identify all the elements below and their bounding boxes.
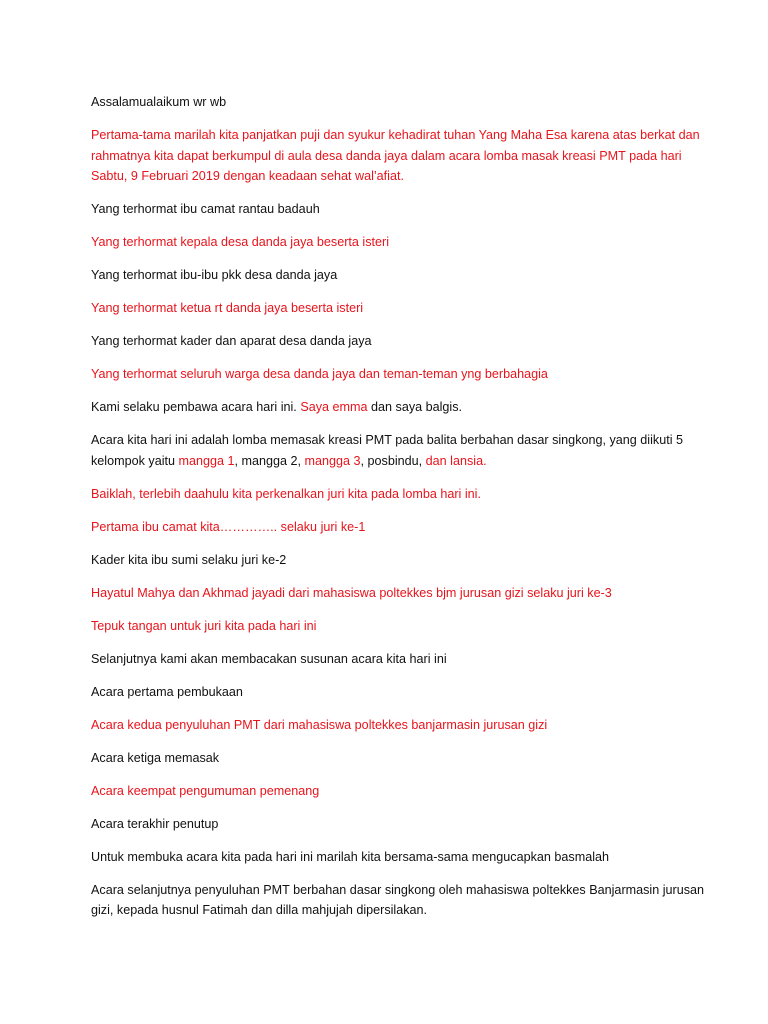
red-text-segment: Hayatul Mahya dan Akhmad jayadi dari mahasiswa poltekkes bjm jurusan gizi selaku juri ke-3 xyxy=(91,585,612,600)
paragraph xyxy=(91,583,708,604)
paragraph xyxy=(91,847,708,868)
red-text-segment: Yang terhormat kepala desa danda jaya beserta isteri xyxy=(91,235,390,249)
red-text-segment: mangga 1 xyxy=(178,453,235,468)
text-segment: Yang terhormat ibu-ibu pkk desa danda jaya xyxy=(91,268,338,282)
red-text-segment: Tepuk tangan untuk juri kita pada hari ini xyxy=(91,618,317,633)
text-segment: dan saya balgis. xyxy=(367,400,463,414)
document-body xyxy=(91,92,708,921)
text-segment: Kader kita ibu sumi selaku juri ke-2 xyxy=(91,552,287,567)
text-segment: , posbindu, xyxy=(360,453,426,468)
text-segment: Acara selanjutnya penyuluhan PMT berbahan dasar singkong oleh mahasiswa poltekkes Banjarmasin jurusan gizi, kepada husnul Fatimah dan dilla mahjujah dipersilakan. xyxy=(91,882,705,917)
red-text-segment: Saya emma xyxy=(300,400,368,414)
paragraph xyxy=(91,232,708,253)
red-text-segment: Acara kedua penyuluhan PMT dari mahasiswa poltekkes banjarmasin jurusan gizi xyxy=(91,717,548,732)
red-text-segment: dan lansia. xyxy=(425,453,487,468)
text-segment: Acara pertama pembukaan xyxy=(91,684,243,699)
text-segment: Acara ketiga memasak xyxy=(91,750,220,765)
paragraph xyxy=(91,616,708,637)
paragraph xyxy=(91,364,708,385)
text-segment: Untuk membuka acara kita pada hari ini marilah kita bersama-sama mengucapkan basmalah xyxy=(91,849,609,864)
paragraph xyxy=(91,715,708,736)
paragraph xyxy=(91,92,708,113)
paragraph xyxy=(91,880,708,921)
text-segment: , mangga 2, xyxy=(234,453,305,468)
paragraph xyxy=(91,781,708,802)
red-text-segment: Baiklah, terlebih daahulu kita perkenalkan juri kita pada lomba hari ini. xyxy=(91,486,481,501)
text-segment: Assalamualaikum wr wb xyxy=(91,95,227,109)
paragraph xyxy=(91,517,708,538)
red-text-segment: Yang terhormat ketua rt danda jaya beserta isteri xyxy=(91,301,364,315)
red-text-segment: Acara keempat pengumuman pemenang xyxy=(91,783,320,798)
red-text-segment: mangga 3 xyxy=(304,453,361,468)
text-segment: Yang terhormat ibu camat rantau badauh xyxy=(91,202,320,216)
paragraph xyxy=(91,682,708,703)
red-text-segment: Pertama-tama marilah kita panjatkan puji dan syukur kehadirat tuhan Yang Maha Esa karena atas berkat dan rahmatnya kita dapat berkumpul di aula desa danda jaya dalam acara lomba masak kreasi PMT pada hari Sabtu, 9 Februari 2019 dengan keadaan sehat wal’afiat. xyxy=(91,128,700,183)
paragraph xyxy=(91,484,708,505)
paragraph xyxy=(91,748,708,769)
text-segment: Acara terakhir penutup xyxy=(91,816,219,831)
text-segment: Yang terhormat kader dan aparat desa danda jaya xyxy=(91,334,372,348)
paragraph xyxy=(91,331,708,352)
red-text-segment: Pertama ibu camat kita………….. selaku juri ke-1 xyxy=(91,519,366,534)
paragraph xyxy=(91,814,708,835)
text-segment: Selanjutnya kami akan membacakan susunan acara kita hari ini xyxy=(91,651,447,666)
text-segment: Kami selaku pembawa acara hari ini. xyxy=(91,400,301,414)
paragraph xyxy=(91,265,708,286)
paragraph xyxy=(91,430,708,471)
paragraph xyxy=(91,550,708,571)
paragraph xyxy=(91,298,708,319)
red-text-segment: Yang terhormat seluruh warga desa danda jaya dan teman-teman yng berbahagia xyxy=(91,367,548,381)
text-segment: Acara kita hari ini adalah lomba memasak kreasi PMT pada balita berbahan dasar singkong, yang diikuti 5 kelompok yaitu xyxy=(91,433,684,468)
paragraph xyxy=(91,125,708,187)
paragraph xyxy=(91,199,708,220)
paragraph xyxy=(91,649,708,670)
paragraph xyxy=(91,397,708,418)
